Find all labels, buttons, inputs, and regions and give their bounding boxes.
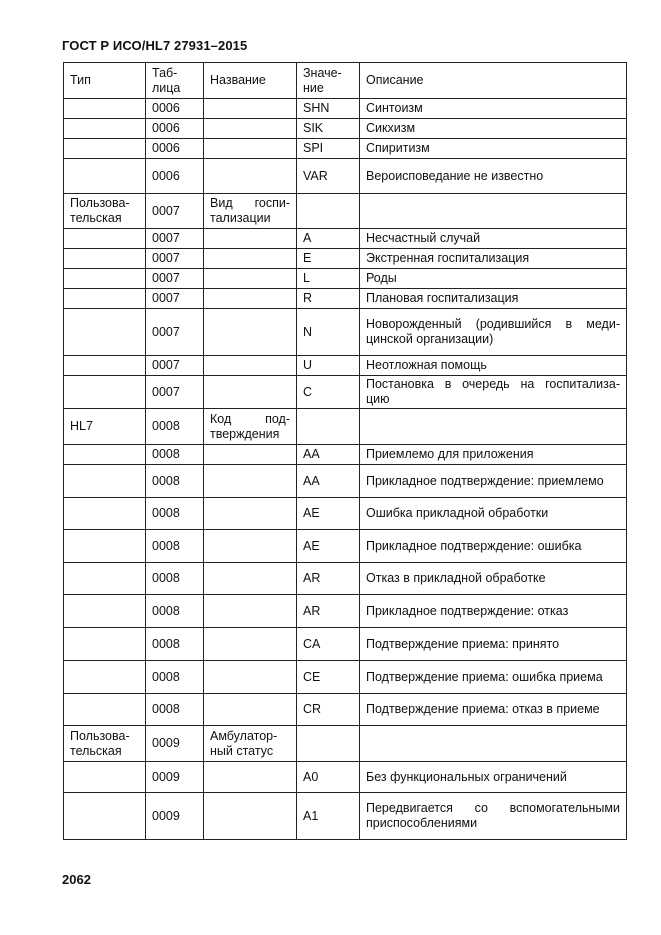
cell-description: Вероисповедание не известно	[360, 159, 627, 194]
cell-type	[64, 465, 146, 498]
cell-type	[64, 694, 146, 726]
cell-table: 0009	[146, 793, 204, 840]
table-row	[64, 726, 627, 762]
table-row	[64, 762, 627, 793]
cell-value	[297, 726, 360, 762]
cell-description: Экстренная госпитализация	[360, 249, 627, 269]
cell-type: Пользова- тельская	[64, 726, 146, 762]
cell-table: 0008	[146, 661, 204, 694]
cell-value: AA	[297, 445, 360, 465]
cell-description: Неотложная помощь	[360, 356, 627, 376]
cell-value: L	[297, 269, 360, 289]
cell-name	[204, 249, 297, 269]
cell-type: HL7	[64, 409, 146, 445]
cell-value: SIK	[297, 119, 360, 139]
cell-name	[204, 595, 297, 628]
col-header-value: Значе- ние	[297, 63, 360, 99]
cell-name	[204, 119, 297, 139]
table-row	[64, 563, 627, 595]
cell-type	[64, 99, 146, 119]
cell-table: 0006	[146, 139, 204, 159]
cell-description: Постановка в очередь на госпитализа- цию	[360, 376, 627, 409]
cell-name: Вид госпи- тализации	[204, 194, 297, 229]
cell-description: Без функциональных ограничений	[360, 762, 627, 793]
cell-type	[64, 793, 146, 840]
cell-type	[64, 139, 146, 159]
cell-table: 0007	[146, 356, 204, 376]
cell-value: AR	[297, 563, 360, 595]
cell-description: Ошибка прикладной обработки	[360, 498, 627, 530]
cell-type	[64, 445, 146, 465]
cell-value: CR	[297, 694, 360, 726]
table-row	[64, 269, 627, 289]
table-row	[64, 694, 627, 726]
cell-name	[204, 793, 297, 840]
cell-value: A1	[297, 793, 360, 840]
cell-type	[64, 530, 146, 563]
cell-table: 0006	[146, 119, 204, 139]
table-row	[64, 356, 627, 376]
cell-type	[64, 498, 146, 530]
cell-name	[204, 269, 297, 289]
cell-value: SHN	[297, 99, 360, 119]
cell-table: 0006	[146, 99, 204, 119]
cell-table: 0008	[146, 498, 204, 530]
cell-type	[64, 762, 146, 793]
cell-table: 0007	[146, 309, 204, 356]
cell-value: N	[297, 309, 360, 356]
table-header-row	[64, 63, 627, 99]
cell-name	[204, 99, 297, 119]
cell-name	[204, 762, 297, 793]
cell-type: Пользова- тельская	[64, 194, 146, 229]
cell-name	[204, 563, 297, 595]
cell-description: Сикхизм	[360, 119, 627, 139]
cell-description: Спиритизм	[360, 139, 627, 159]
cell-description: Передвигается со вспомогательными приспособлениями	[360, 793, 627, 840]
cell-table: 0008	[146, 628, 204, 661]
cell-type	[64, 269, 146, 289]
cell-description	[360, 194, 627, 229]
cell-description: Прикладное подтверждение: ошибка	[360, 530, 627, 563]
cell-name	[204, 289, 297, 309]
table-row	[64, 595, 627, 628]
cell-table: 0008	[146, 530, 204, 563]
col-header-description: Описание	[360, 63, 627, 99]
cell-description	[360, 726, 627, 762]
cell-value: E	[297, 249, 360, 269]
cell-description: Отказ в прикладной обработке	[360, 563, 627, 595]
cell-description: Плановая госпитализация	[360, 289, 627, 309]
table-row	[64, 498, 627, 530]
cell-table: 0008	[146, 465, 204, 498]
cell-type	[64, 159, 146, 194]
cell-value: CA	[297, 628, 360, 661]
cell-type	[64, 376, 146, 409]
cell-description: Подтверждение приема: отказ в приеме	[360, 694, 627, 726]
cell-value: AA	[297, 465, 360, 498]
cell-name: Амбулатор- ный статус	[204, 726, 297, 762]
table-row	[64, 530, 627, 563]
cell-type	[64, 628, 146, 661]
code-table	[63, 62, 627, 840]
table-row	[64, 309, 627, 356]
table-row	[64, 661, 627, 694]
col-header-name: Название	[204, 63, 297, 99]
table-row	[64, 465, 627, 498]
cell-name	[204, 465, 297, 498]
cell-value: R	[297, 289, 360, 309]
cell-table: 0008	[146, 563, 204, 595]
cell-value: VAR	[297, 159, 360, 194]
cell-type	[64, 289, 146, 309]
cell-type	[64, 229, 146, 249]
cell-name	[204, 159, 297, 194]
cell-type	[64, 309, 146, 356]
cell-table: 0008	[146, 445, 204, 465]
cell-table: 0007	[146, 269, 204, 289]
table-row	[64, 445, 627, 465]
cell-table: 0007	[146, 376, 204, 409]
cell-table: 0007	[146, 229, 204, 249]
cell-value	[297, 194, 360, 229]
table-row	[64, 409, 627, 445]
cell-name	[204, 445, 297, 465]
cell-table: 0008	[146, 595, 204, 628]
cell-value: U	[297, 356, 360, 376]
cell-description: Роды	[360, 269, 627, 289]
table-row	[64, 289, 627, 309]
cell-description	[360, 409, 627, 445]
cell-description: Несчастный случай	[360, 229, 627, 249]
cell-description: Синтоизм	[360, 99, 627, 119]
table-row	[64, 119, 627, 139]
cell-table: 0007	[146, 249, 204, 269]
cell-description: Новорожденный (родившийся в меди- цинской организации)	[360, 309, 627, 356]
cell-description: Приемлемо для приложения	[360, 445, 627, 465]
cell-table: 0009	[146, 726, 204, 762]
cell-value: C	[297, 376, 360, 409]
cell-value: CE	[297, 661, 360, 694]
cell-description: Прикладное подтверждение: отказ	[360, 595, 627, 628]
cell-name	[204, 229, 297, 249]
cell-name	[204, 356, 297, 376]
cell-value: AE	[297, 498, 360, 530]
cell-name	[204, 661, 297, 694]
cell-name	[204, 694, 297, 726]
cell-description: Подтверждение приема: принято	[360, 628, 627, 661]
cell-name	[204, 309, 297, 356]
cell-name: Код под- тверждения	[204, 409, 297, 445]
cell-table: 0007	[146, 289, 204, 309]
cell-table: 0008	[146, 694, 204, 726]
table-row	[64, 159, 627, 194]
cell-value	[297, 409, 360, 445]
table-row	[64, 229, 627, 249]
table-row	[64, 99, 627, 119]
cell-table: 0007	[146, 194, 204, 229]
table-row	[64, 194, 627, 229]
cell-description: Подтверждение приема: ошибка приема	[360, 661, 627, 694]
cell-table: 0006	[146, 159, 204, 194]
table-row	[64, 139, 627, 159]
col-header-table: Таб- лица	[146, 63, 204, 99]
page-number: 2062	[62, 872, 91, 887]
cell-type	[64, 356, 146, 376]
cell-name	[204, 530, 297, 563]
cell-value: AR	[297, 595, 360, 628]
cell-description: Прикладное подтверждение: приемлемо	[360, 465, 627, 498]
cell-type	[64, 249, 146, 269]
table-row	[64, 249, 627, 269]
table-row	[64, 376, 627, 409]
table-row	[64, 793, 627, 840]
cell-type	[64, 563, 146, 595]
cell-name	[204, 498, 297, 530]
cell-value: AE	[297, 530, 360, 563]
cell-value: A0	[297, 762, 360, 793]
document-header: ГОСТ Р ИСО/HL7 27931–2015	[62, 38, 248, 53]
table-row	[64, 628, 627, 661]
cell-table: 0008	[146, 409, 204, 445]
cell-name	[204, 628, 297, 661]
cell-type	[64, 595, 146, 628]
cell-table: 0009	[146, 762, 204, 793]
cell-value: SPI	[297, 139, 360, 159]
cell-value: A	[297, 229, 360, 249]
cell-name	[204, 376, 297, 409]
col-header-type: Тип	[64, 63, 146, 99]
cell-type	[64, 119, 146, 139]
cell-name	[204, 139, 297, 159]
cell-type	[64, 661, 146, 694]
